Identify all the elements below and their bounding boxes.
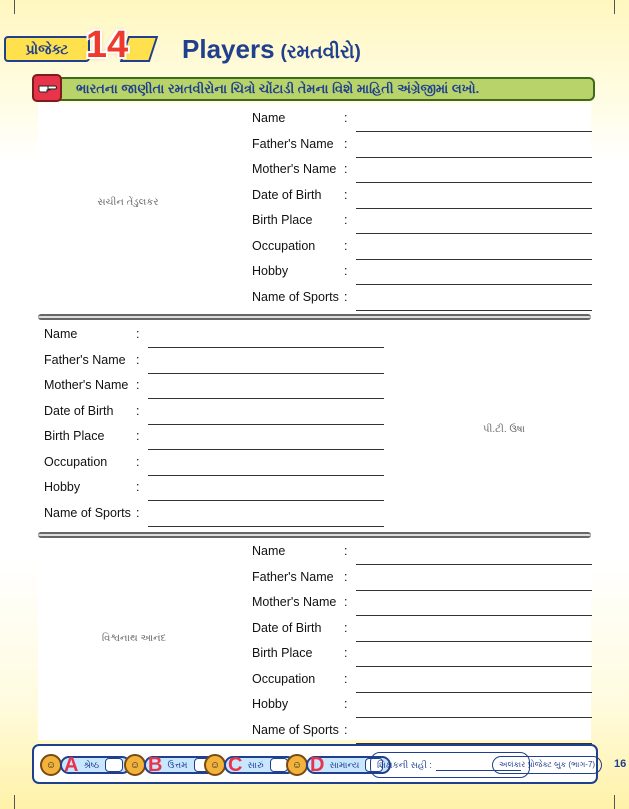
field-answer-line[interactable]	[356, 717, 592, 718]
field-colon: :	[136, 352, 140, 367]
field-label: Hobby	[252, 697, 289, 711]
field-label: Name of Sports	[252, 722, 339, 737]
field-label: Hobby	[44, 480, 81, 494]
project-label: પ્રોજેક્ટ	[4, 36, 90, 62]
field-answer-line[interactable]	[356, 284, 592, 285]
field-answer-line[interactable]	[356, 310, 592, 311]
field-colon: :	[344, 111, 348, 125]
field-label: Occupation	[252, 671, 316, 686]
player-3-field-row	[252, 619, 592, 643]
instruction-text: ભારતના જાણીતા રમતવીરોના ચિત્રો ચોંટાડી તેમના વિશે માહિતી અંગ્રેજીમાં લખો.	[76, 81, 480, 96]
player-2-field-row	[44, 453, 384, 477]
player-1-field-row	[252, 135, 592, 159]
field-label: Date of Birth	[252, 187, 322, 202]
field-colon: :	[136, 429, 140, 443]
teacher-signature-label: શિક્ષકની સહી :	[377, 759, 432, 770]
player-1-field-row	[252, 109, 592, 133]
player-3-field-row	[252, 721, 592, 745]
pointing-hand-icon	[32, 74, 62, 102]
player-2-field-row	[44, 402, 384, 426]
field-colon: :	[136, 378, 140, 392]
crop-mark	[14, 795, 15, 809]
field-colon: :	[344, 213, 348, 227]
crop-mark	[614, 795, 615, 809]
field-colon: :	[344, 646, 348, 660]
field-answer-line[interactable]	[356, 590, 592, 591]
photo-caption: પી.ટી. ઉષા	[483, 424, 525, 435]
grade-letter: D	[310, 754, 325, 776]
player-2-field-row	[44, 325, 384, 349]
field-answer-line[interactable]	[148, 475, 384, 476]
field-colon: :	[344, 620, 348, 635]
smiley-face-icon: ☺	[286, 754, 308, 776]
field-label: Mother's Name	[44, 378, 129, 392]
field-colon: :	[344, 136, 348, 151]
field-colon: :	[344, 697, 348, 711]
field-answer-line[interactable]	[356, 259, 592, 260]
field-label: Mother's Name	[252, 595, 337, 609]
field-label: Mother's Name	[252, 162, 337, 176]
grade-text: શ્રેષ્ઠ	[83, 759, 100, 770]
field-colon: :	[344, 187, 348, 202]
player-3-field-row	[252, 644, 592, 668]
field-label: Occupation	[252, 238, 316, 253]
grade-pill	[60, 756, 131, 774]
field-label: Birth Place	[252, 213, 313, 227]
player-1-field-row	[252, 211, 592, 235]
field-answer-line[interactable]	[148, 347, 384, 348]
field-colon: :	[344, 544, 348, 558]
field-colon: :	[344, 162, 348, 176]
player-1-field-row	[252, 288, 592, 312]
grade-text: ઉત્તમ	[167, 759, 188, 770]
grade-text: સામાન્ય	[329, 759, 360, 770]
section-divider	[38, 314, 591, 320]
field-label: Hobby	[252, 264, 289, 278]
player-3-field-row	[252, 695, 592, 719]
grade-letter: C	[228, 754, 243, 776]
page-title-english: Players	[182, 34, 275, 64]
field-answer-line[interactable]	[148, 424, 384, 425]
field-answer-line[interactable]	[356, 692, 592, 693]
grade-c	[204, 752, 296, 778]
player-1-field-row	[252, 186, 592, 210]
photo-caption: સચીન તેંડુલકર	[97, 197, 159, 208]
project-number-badge	[84, 22, 130, 68]
smiley-face-icon: ☺	[124, 754, 146, 776]
field-label: Name	[252, 111, 286, 125]
player-2-field-row	[44, 478, 384, 502]
field-answer-line[interactable]	[356, 564, 592, 565]
page-title-gujarati: (રમતવીરો)	[280, 42, 361, 63]
player-2-field-row	[44, 376, 384, 400]
field-colon: :	[344, 595, 348, 609]
grade-checkbox[interactable]	[105, 758, 123, 772]
player-2-field-row	[44, 351, 384, 375]
field-label: Birth Place	[44, 429, 105, 443]
field-label: Date of Birth	[252, 620, 322, 635]
smiley-face-icon: ☺	[40, 754, 62, 776]
footer-grading-bar	[32, 744, 627, 784]
field-label: Birth Place	[252, 646, 313, 660]
section-divider	[38, 532, 591, 538]
field-colon: :	[136, 327, 140, 341]
field-label: Father's Name	[252, 136, 334, 151]
field-answer-line[interactable]	[356, 233, 592, 234]
field-answer-line[interactable]	[148, 373, 384, 374]
player-3-field-row	[252, 670, 592, 694]
crop-mark	[614, 0, 615, 14]
smiley-face-icon: ☺	[204, 754, 226, 776]
field-colon: :	[344, 671, 348, 686]
player-2-field-row	[44, 427, 384, 451]
player-1-field-row	[252, 237, 592, 261]
player-1-field-row	[252, 262, 592, 286]
grade-a	[40, 752, 131, 778]
field-answer-line[interactable]	[356, 615, 592, 616]
player-1-field-row	[252, 160, 592, 184]
field-label: Father's Name	[44, 352, 126, 367]
field-colon: :	[136, 454, 140, 469]
field-label: Name	[252, 544, 286, 558]
field-colon: :	[344, 238, 348, 253]
field-answer-line[interactable]	[356, 182, 592, 183]
field-colon: :	[344, 722, 348, 737]
grade-letter: A	[64, 754, 79, 776]
field-answer-line[interactable]	[356, 208, 592, 209]
field-label: Name	[44, 327, 78, 341]
player-3-field-row	[252, 568, 592, 592]
field-answer-line[interactable]	[148, 398, 384, 399]
field-answer-line[interactable]	[356, 157, 592, 158]
photo-caption: વિશ્વનાથ આનંદ	[101, 633, 167, 644]
book-reference: અલંકાર પ્રોજેક્ટ બુક (ભાગ-7)	[492, 756, 602, 774]
field-label: Name of Sports	[44, 505, 131, 520]
field-answer-line[interactable]	[356, 641, 592, 642]
grade-letter: B	[148, 754, 163, 776]
field-colon: :	[344, 569, 348, 584]
grade-checkbox[interactable]	[270, 758, 288, 772]
field-colon: :	[136, 403, 140, 418]
field-colon: :	[344, 264, 348, 278]
page-title	[182, 34, 361, 65]
field-colon: :	[136, 505, 140, 520]
crop-mark	[14, 0, 15, 14]
field-answer-line[interactable]	[356, 131, 592, 132]
field-answer-line[interactable]	[356, 666, 592, 667]
field-answer-line[interactable]	[148, 500, 384, 501]
field-colon: :	[136, 480, 140, 494]
player-3-field-row	[252, 542, 592, 566]
grade-text: સારું	[247, 759, 264, 770]
project-number: 14	[85, 23, 129, 66]
field-label: Date of Birth	[44, 403, 114, 418]
field-label: Occupation	[44, 454, 108, 469]
field-answer-line[interactable]	[148, 449, 384, 450]
page-number: 16	[614, 758, 627, 770]
instruction-bar	[34, 77, 595, 101]
field-answer-line[interactable]	[148, 526, 384, 527]
field-colon: :	[344, 289, 348, 304]
player-3-field-row	[252, 593, 592, 617]
field-label: Father's Name	[252, 569, 334, 584]
player-2-field-row	[44, 504, 384, 528]
grade-pill	[224, 756, 296, 774]
field-label: Name of Sports	[252, 289, 339, 304]
